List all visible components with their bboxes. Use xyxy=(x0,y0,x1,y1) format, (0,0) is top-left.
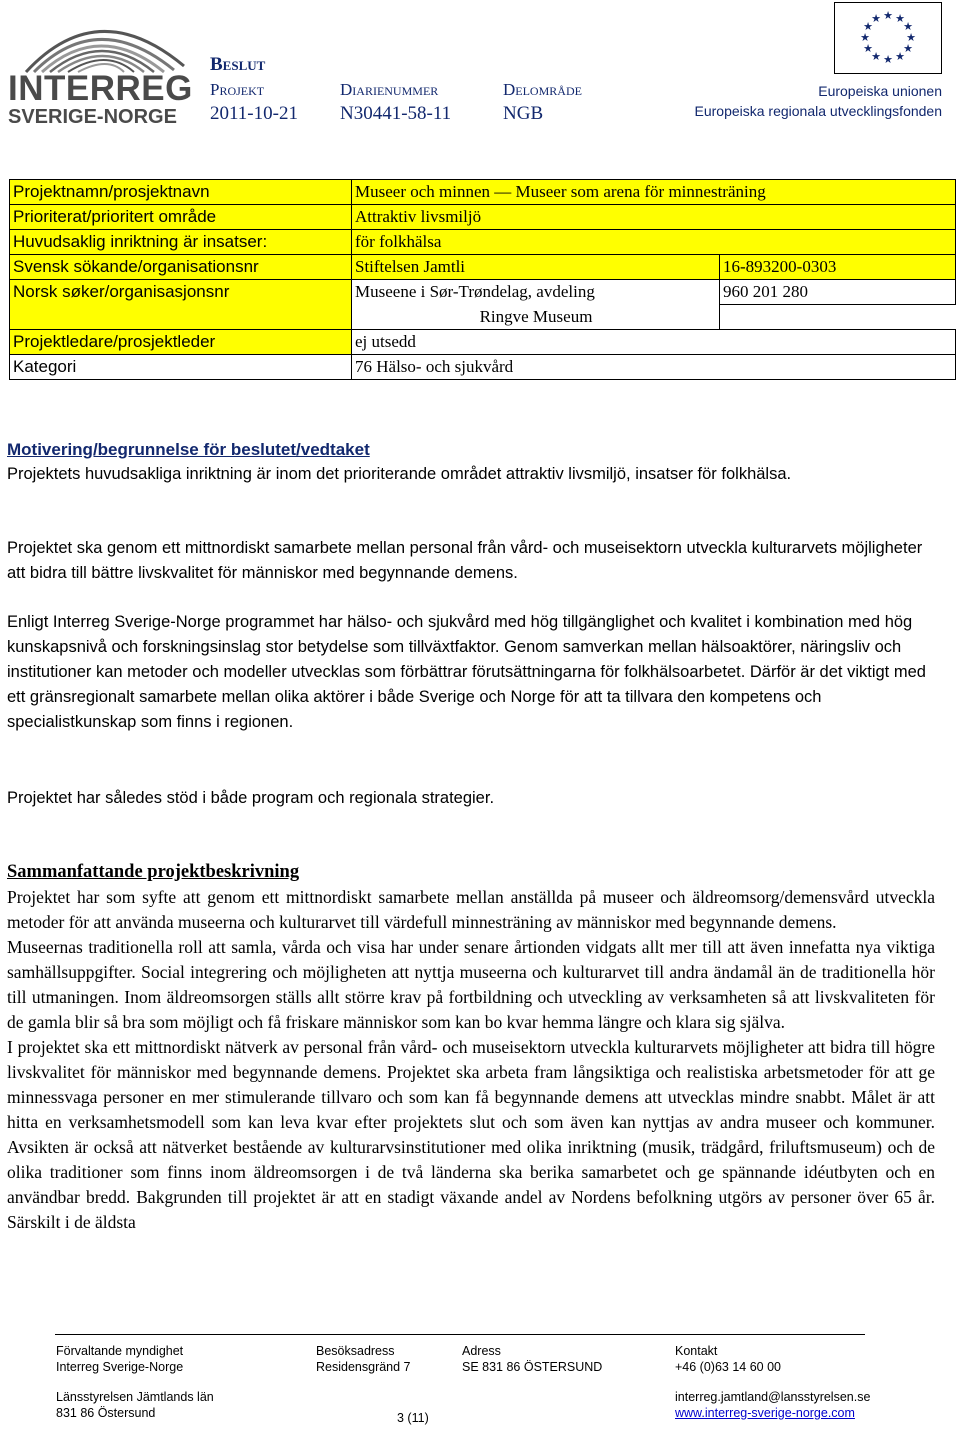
footer-phone: +46 (0)63 14 60 00 xyxy=(675,1360,781,1374)
svg-text:★: ★ xyxy=(903,42,913,55)
logo-subtitle: SVERIGE-NORGE xyxy=(8,106,177,128)
row-label: Svensk sökande/organisationsnr xyxy=(10,255,352,280)
table-row xyxy=(10,180,956,205)
svg-text:★: ★ xyxy=(871,12,881,25)
motivation-p1: Projektets huvudsakliga inriktning är inom det prioriterande området attraktiv livsmiljö, insatser för folkhälsa. xyxy=(7,465,792,483)
footer-text: Residensgränd 7 xyxy=(316,1360,411,1374)
eu-fund-text: Europeiska regionala utvecklingsfonden xyxy=(694,103,942,119)
row-value-cont: Ringve Museum xyxy=(352,305,720,330)
table-row xyxy=(10,330,956,355)
table-row xyxy=(10,280,956,305)
logo-name: INTERREG xyxy=(8,69,193,108)
eu-flag xyxy=(834,2,942,74)
delomrade-value: NGB xyxy=(503,103,544,124)
summary-p2: Museernas traditionella roll att samla, vårda och visa har under senare årtionden vidgats allt mer till att även innefatta nya viktiga samhällsuppgifter. Social integrering och möjligheten att nyttja museerna och kulturarvet till andra ändamål än de traditionella hör till utmaningen. Inom äldreomsorgen ställs allt större krav på fortbildning och utveckling av verksamheten så att livskvaliteten för de gamla blir så bra som möjligt och få friskare människor som kan bo kvar hemma längre och klara sig själva. xyxy=(7,937,935,1032)
interreg-logo xyxy=(8,14,193,128)
svg-text:★: ★ xyxy=(903,20,913,33)
summary-section xyxy=(7,860,935,1235)
summary-p3: I projektet ska ett mittnordiskt nätverk av personal från vård- och museisektorn utveckla kulturarvets möjligheter att bidra till högre livskvalitet för människor med begynnande demens. Projektet ska arbeta fram långsiktiga och realistiska arbetsmetoder för att ge minnessvaga personer en mer stimulerande tillvaro och som kan få begynnande demens att utvecklas mindre snabbt. Målet är att hitta en verksamhetsmodell som kan leva kvar efter projektets slut och som även kan nyttjas av andra museer och kommuner. Avsikten är också att nätverket bestående av kulturarvsinstitutioner med olika inriktning (musik, trädgård, friluftsmuseum) och de olika traditioner som finns inom äldreomsorgen i de två länderna ska berika samarbetet och ge spännande idéutbyten och en användbar bredd. Bakgrunden till projektet är att en stadigt växande andel av Nordens befolkning utgörs av personer över 65 år. Särskilt i de äldsta xyxy=(7,1037,935,1232)
footer-address xyxy=(462,1343,602,1375)
delomrade-label: Delområde xyxy=(503,80,582,99)
svg-text:★: ★ xyxy=(895,12,905,25)
footer-contact xyxy=(675,1343,870,1421)
table-row xyxy=(10,355,956,380)
eu-union-text: Europeiska unionen xyxy=(818,83,942,99)
footer-authority xyxy=(56,1343,214,1421)
motivation-section xyxy=(7,437,937,486)
svg-text:★: ★ xyxy=(895,50,905,63)
svg-text:★: ★ xyxy=(906,31,916,44)
empty-cell xyxy=(720,305,956,330)
diarienummer-value: N30441-58-11 xyxy=(340,103,452,124)
footer-website-link[interactable]: www.interreg-sverige-norge.com xyxy=(675,1406,855,1420)
footer-text: Interreg Sverige-Norge xyxy=(56,1360,184,1374)
row-label: Norsk søker/organisasjonsnr xyxy=(10,280,352,330)
row-label: Projektledare/prosjektleder xyxy=(10,330,352,355)
footer-label: Förvaltande myndighet xyxy=(56,1344,184,1358)
row-value: Attraktiv livsmiljö xyxy=(352,205,956,230)
footer-label: Kontakt xyxy=(675,1344,718,1358)
row-value: Stiftelsen Jamtli xyxy=(352,255,720,280)
row-label: Huvudsaklig inriktning är insatser: xyxy=(10,230,352,255)
row-label: Projektnamn/prosjektnavn xyxy=(10,180,352,205)
table-row xyxy=(10,205,956,230)
motivation-p4: Projektet har således stöd i både program och regionala strategier. xyxy=(7,789,495,807)
row-value: Museer och minnen — Museer som arena för minnesträning xyxy=(352,180,956,205)
footer-text: 831 86 Östersund xyxy=(56,1406,156,1420)
eu-stars-icon xyxy=(835,3,941,73)
motivation-p3: Enligt Interreg Sverige-Norge programmet har hälso- och sjukvård med hög tillgänglighet och kvalitet i kombination med hög kunskapsnivå och forskningsinslag stor betydelse som tillväxtfaktor. Genom samverkan mellan hälsoaktörer, näringsliv och institutioner kan metoder och modeller utvecklas som förbättrar förutsättningarna för folkhälsoarbetet. Därför är det viktigt med ett gränsregionalt samarbete mellan olika aktörer i både Sverige och Norge för att ta tillvara den kompetens och specialistkunskap som finns i regionen. xyxy=(7,613,926,731)
motivation-p2: Projektet ska genom ett mittnordiskt samarbete mellan personal från vård- och museisektorn utveckla kulturarvets möjligheter att bidra till bättre livskvalitet för människor med begynnande demens. xyxy=(7,539,923,582)
footer-visit-address xyxy=(316,1343,411,1375)
table-row xyxy=(10,230,956,255)
org-number: 16-893200-0303 xyxy=(720,255,956,280)
svg-text:★: ★ xyxy=(863,42,873,55)
row-label: Prioriterat/prioritert område xyxy=(10,205,352,230)
footer-divider xyxy=(55,1334,865,1335)
footer-text: SE 831 86 ÖSTERSUND xyxy=(462,1360,603,1374)
logo-arc-icon xyxy=(8,14,188,74)
project-date: 2011-10-21 xyxy=(210,103,298,124)
footer-label: Adress xyxy=(462,1344,501,1358)
page-number: 3 (11) xyxy=(397,1411,429,1425)
svg-text:★: ★ xyxy=(860,31,870,44)
footer-email[interactable]: interreg.jamtland@lansstyrelsen.se xyxy=(675,1390,871,1404)
svg-text:★: ★ xyxy=(863,20,873,33)
footer-text: Länsstyrelsen Jämtlands län xyxy=(56,1390,214,1404)
org-number: 960 201 280 xyxy=(720,280,956,305)
row-label: Kategori xyxy=(10,355,352,380)
svg-text:★: ★ xyxy=(883,9,893,22)
summary-heading: Sammanfattande projektbeskrivning xyxy=(7,862,300,882)
document-title: Beslut xyxy=(210,54,266,75)
svg-text:★: ★ xyxy=(871,50,881,63)
project-info-table xyxy=(9,179,956,380)
footer-label: Besöksadress xyxy=(316,1344,395,1358)
project-label: Projekt xyxy=(210,80,265,99)
row-value: Museene i Sør-Trøndelag, avdeling xyxy=(352,280,720,305)
summary-p1: Projektet har som syfte att genom ett mittnordiskt samarbete mellan anställda på museer och äldreomsorg/demensvård utveckla metoder för att använda museerna och kulturarvet till värdefull minnesträning av människor med begynnande demens. xyxy=(7,887,935,932)
table-row xyxy=(10,255,956,280)
diarienummer-label: Diarienummer xyxy=(340,80,439,99)
row-value: ej utsedd xyxy=(352,330,956,355)
motivation-heading: Motivering/begrunnelse för beslutet/vedtaket xyxy=(7,440,370,459)
row-value: för folkhälsa xyxy=(352,230,956,255)
svg-text:★: ★ xyxy=(883,53,893,66)
row-value: 76 Hälso- och sjukvård xyxy=(352,355,956,380)
